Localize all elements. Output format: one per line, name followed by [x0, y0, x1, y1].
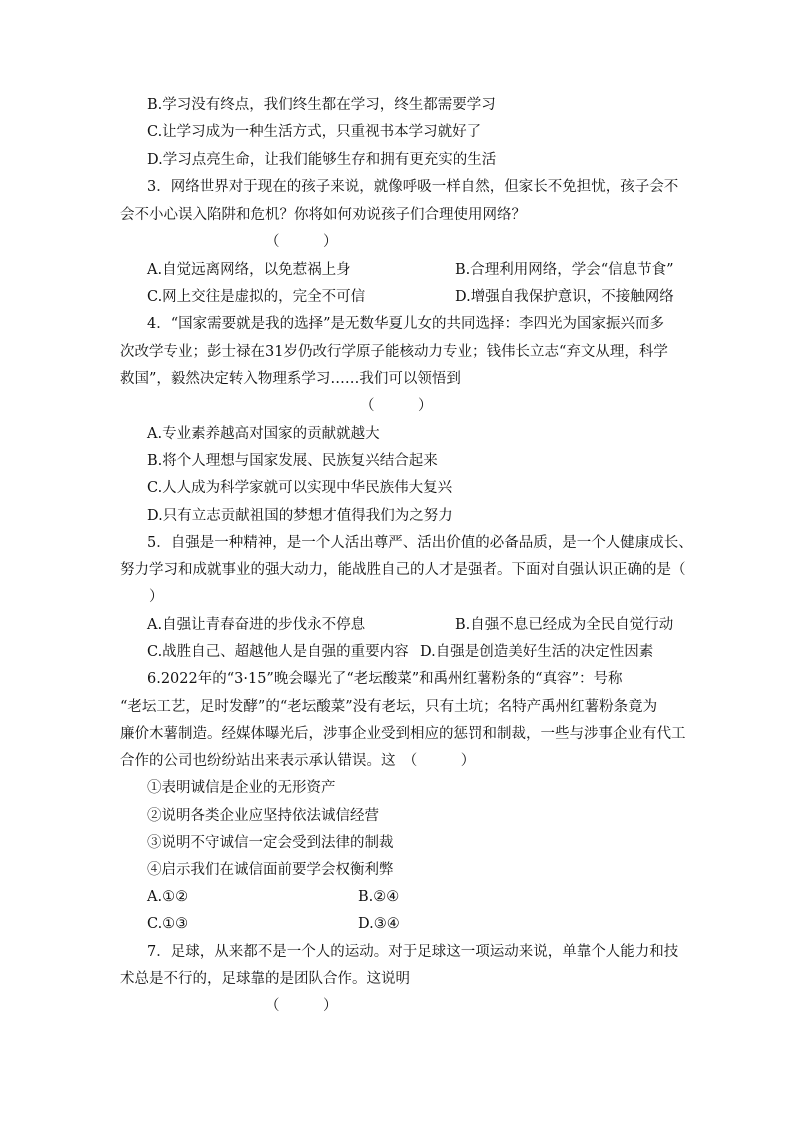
- q5-option-b: B.自强不息已经成为全民自觉行动: [455, 617, 674, 633]
- q7-stem-line-1: 7．足球，从来都不是一个人的运动。对于足球这一项运动来说，单靠个人能力和技: [147, 944, 679, 960]
- q6-option-b: B.②④: [358, 889, 400, 905]
- q6-statement-1: ①表明诚信是企业的无形资产: [147, 780, 336, 796]
- q6-stem-line-3: 廉价木薯制造。经媒体曝光后，涉事企业受到相应的惩罚和制裁，一些与涉事企业有代工: [120, 726, 686, 742]
- q4-stem-line-2: 次改学专业；彭士禄在31岁仍改行学原子能核动力专业；钱伟长立志“弃文从理，科学: [120, 344, 668, 360]
- q4-stem-line-1: 4．“国家需要就是我的选择”是无数华夏儿女的共同选择：李四光为国家振兴而多: [147, 316, 665, 332]
- q4-option-c: C.人人成为科学家就可以实现中华民族伟大复兴: [147, 480, 453, 496]
- q5-stem-line-1: 5．自强是一种精神，是一个人活出尊严、活出价值的必备品质，是一个人健康成长、: [147, 535, 693, 551]
- q4-option-a: A.专业素养越高对国家的贡献就越大: [147, 426, 380, 442]
- q3-stem-line-2: 会不小心误入陷阱和危机？你将如何劝说孩子们合理使用网络？: [120, 207, 526, 223]
- q6-stem-line-2: “老坛工艺，足时发酵”的“老坛酸菜”没有老坛，只有土坑；名特产禹州红薯粉条竟为: [120, 699, 658, 715]
- q5-stem-line-2: 努力学习和成就事业的强大动力，能战胜自己的人才是强者。下面对自强认识正确的是（: [120, 562, 686, 578]
- q6-statement-3: ③说明不守诚信一定会受到法律的制裁: [147, 835, 394, 851]
- q7-answer-paren: （ ）: [265, 998, 338, 1014]
- prev-option-d: D.学习点亮生命，让我们能够生存和拥有更充实的生活: [147, 152, 497, 168]
- q3-answer-paren: （ ）: [265, 234, 338, 250]
- q4-answer-paren: （ ）: [360, 398, 433, 414]
- q4-option-d: D.只有立志贡献祖国的梦想才值得我们为之努力: [147, 508, 453, 524]
- q5-option-a: A.自强让青春奋进的步伐永不停息: [147, 617, 366, 633]
- q3-option-d: D.增强自我保护意识，不接触网络: [455, 289, 674, 305]
- q6-option-c: C.①③: [147, 916, 189, 932]
- q5-option-c: C.战胜自己、超越他人是自强的重要内容: [147, 644, 409, 660]
- q3-option-a: A.自觉远离网络，以免惹祸上身: [147, 262, 351, 278]
- q6-option-a: A.①②: [147, 889, 189, 905]
- q5-option-d: D.自强是创造美好生活的决定性因素: [420, 644, 654, 660]
- q6-stem-line-4: 合作的公司也纷纷站出来表示承认错误。这 （ ）: [120, 753, 476, 769]
- prev-option-c: C.让学习成为一种生活方式，只重视书本学习就好了: [147, 124, 482, 140]
- q4-stem-line-3: 救国”，毅然决定转入物理系学习……我们可以领悟到: [120, 371, 461, 387]
- q6-option-d: D.③④: [358, 916, 400, 932]
- q3-option-c: C.网上交往是虚拟的，完全不可信: [147, 289, 366, 305]
- q6-stem-line-1: 6.2022年的“3·15”晚会曝光了“老坛酸菜”和禹州红薯粉条的“真容”：号称: [147, 671, 623, 687]
- q7-stem-line-2: 术总是不行的，足球靠的是团队合作。这说明: [120, 971, 410, 987]
- q3-stem-line-1: 3．网络世界对于现在的孩子来说，就像呼吸一样自然，但家长不免担忧，孩子会不: [147, 179, 679, 195]
- q6-statement-4: ④启示我们在诚信面前要学会权衡利弊: [147, 862, 394, 878]
- q3-option-b: B.合理利用网络，学会“信息节食”: [455, 262, 674, 278]
- q6-statement-2: ②说明各类企业应坚持依法诚信经营: [147, 808, 379, 824]
- q4-option-b: B.将个人理想与国家发展、民族复兴结合起来: [147, 453, 438, 469]
- prev-option-b: B.学习没有终点，我们终生都在学习，终生都需要学习: [147, 97, 496, 113]
- q5-stem-line-3: ）: [120, 589, 164, 605]
